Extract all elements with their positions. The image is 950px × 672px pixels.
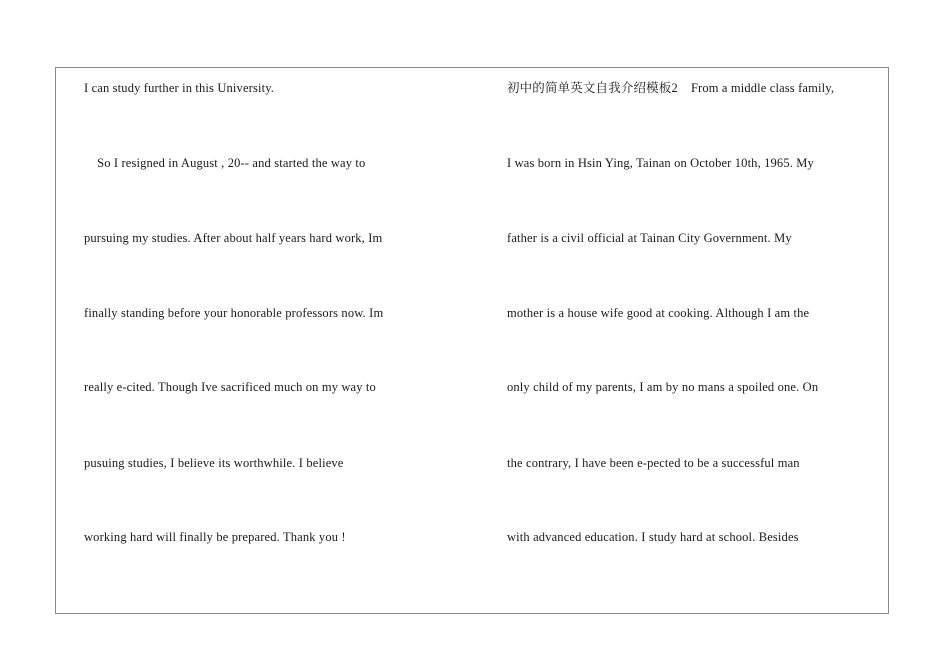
text-line: really e-cited. Though Ive sacrificed much on my way to <box>84 380 376 394</box>
text-line: mother is a house wife good at cooking. Although I am the <box>507 306 810 320</box>
text-line: I was born in Hsin Ying, Tainan on October 10th, 1965. My <box>507 156 814 170</box>
text-line: finally standing before your honorable professors now. Im <box>84 306 384 320</box>
text-line: 初中的简单英文自我介绍模板2 From a middle class family, <box>507 81 835 95</box>
text-line: working hard will finally be prepared. Thank you ! <box>84 530 346 544</box>
text-line: the contrary, I have been e-pected to be a successful man <box>507 456 800 470</box>
text-line: So I resigned in August , 20-- and started the way to <box>84 156 366 170</box>
text-line: father is a civil official at Tainan City Government. My <box>507 231 792 245</box>
text-line: I can study further in this University. <box>84 81 275 95</box>
text-line: only child of my parents, I am by no mans a spoiled one. On <box>507 380 819 394</box>
text-line: pursuing my studies. After about half years hard work, Im <box>84 231 383 245</box>
text-line: with advanced education. I study hard at school. Besides <box>507 530 799 544</box>
text-line: pusuing studies, I believe its worthwhile. I believe <box>84 456 344 470</box>
